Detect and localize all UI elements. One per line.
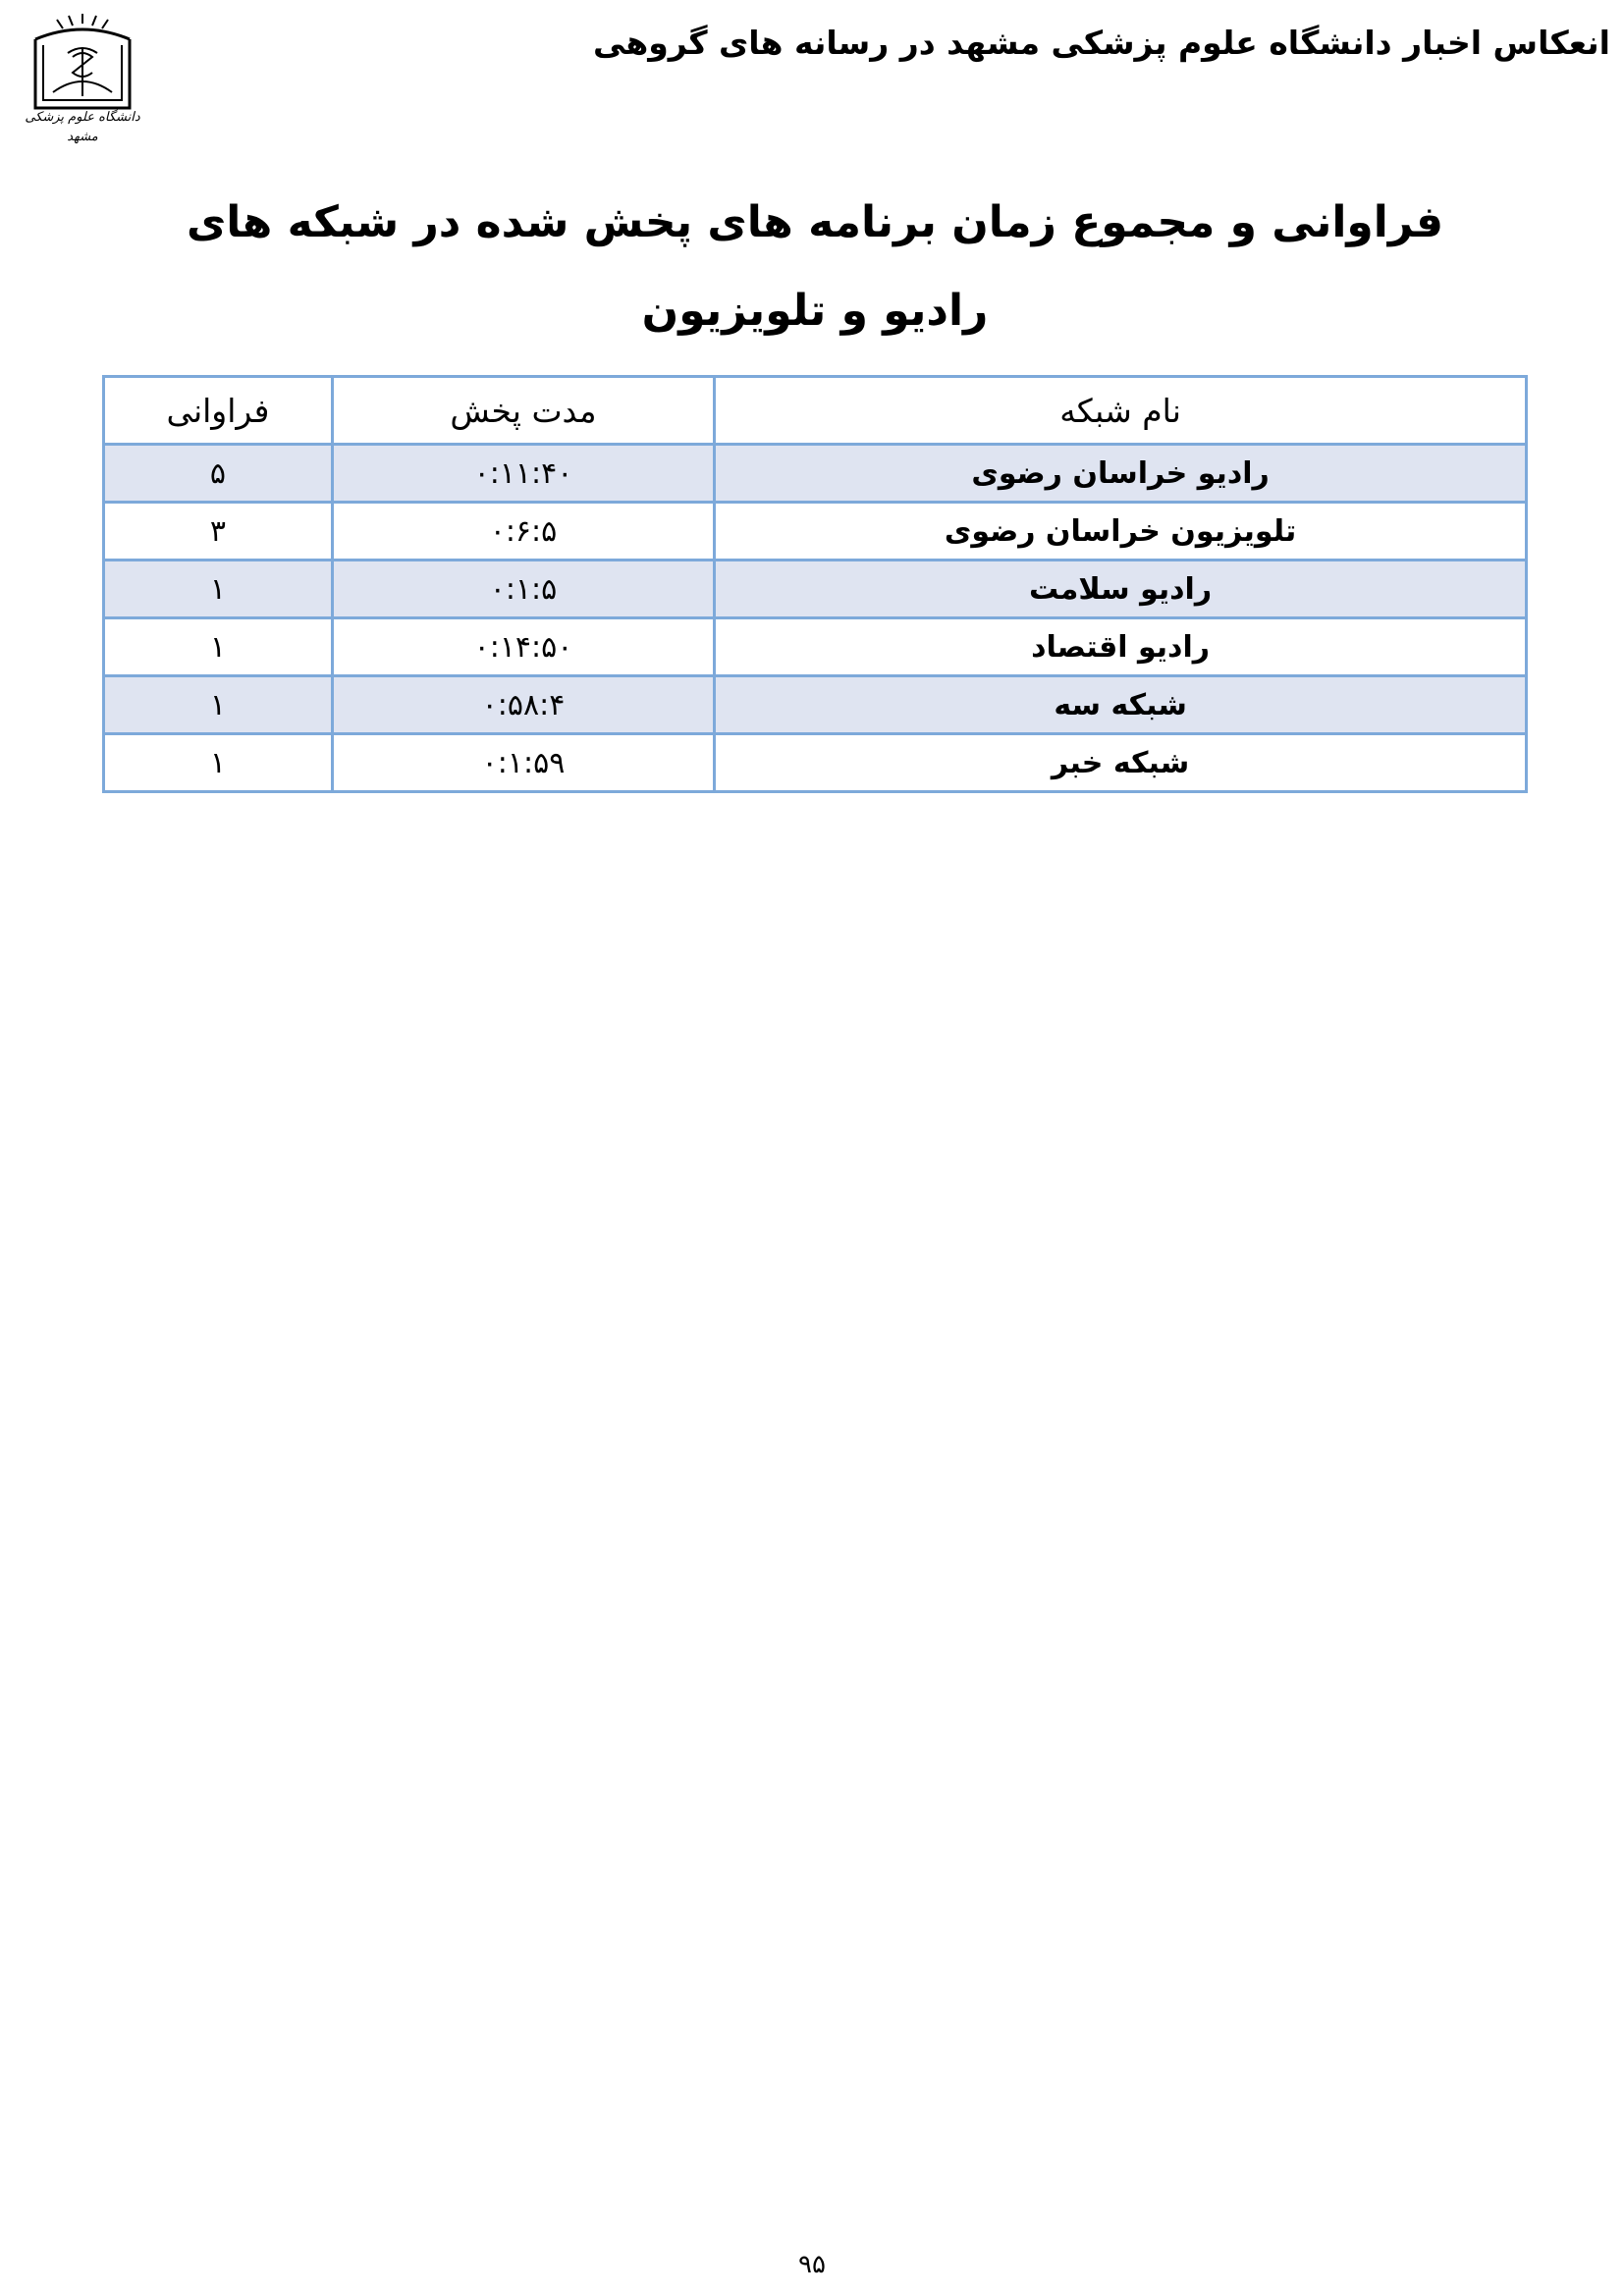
table-row: [104, 503, 1527, 561]
duration-cell: ۰:۱۱:۴۰: [332, 445, 714, 503]
network-name-cell: رادیو سلامت: [715, 561, 1527, 618]
network-name-cell: تلویزیون خراسان رضوی: [715, 503, 1527, 561]
table-header-row: [104, 377, 1527, 445]
document-header-title: انعکاس اخبار دانشگاه علوم پزشکی مشهد در رسانه های گروهی: [593, 24, 1610, 62]
frequency-cell: ۳: [104, 503, 333, 561]
network-name-cell: رادیو اقتصاد: [715, 618, 1527, 676]
frequency-cell: ۱: [104, 676, 333, 734]
network-name-cell: رادیو خراسان رضوی: [715, 445, 1527, 503]
logo-caption: دانشگاه علوم پزشکی مشهد: [25, 110, 140, 144]
table-row: [104, 676, 1527, 734]
table-row: [104, 734, 1527, 792]
table-row: [104, 561, 1527, 618]
column-header-duration: مدت پخش: [332, 377, 714, 445]
frequency-cell: ۱: [104, 734, 333, 792]
network-name-cell: شبکه خبر: [715, 734, 1527, 792]
duration-cell: ۰:۱۴:۵۰: [332, 618, 714, 676]
broadcast-frequency-table: [102, 375, 1528, 793]
frequency-cell: ۵: [104, 445, 333, 503]
network-name-cell: شبکه سه: [715, 676, 1527, 734]
duration-cell: ۰:۱:۵۹: [332, 734, 714, 792]
frequency-cell: ۱: [104, 561, 333, 618]
column-header-network: نام شبکه: [715, 377, 1527, 445]
frequency-cell: ۱: [104, 618, 333, 676]
table-row: [104, 445, 1527, 503]
table-row: [104, 618, 1527, 676]
duration-cell: ۰:۵۸:۴: [332, 676, 714, 734]
column-header-frequency: فراوانی: [104, 377, 333, 445]
duration-cell: ۰:۶:۵: [332, 503, 714, 561]
duration-cell: ۰:۱:۵: [332, 561, 714, 618]
page-number: ۹۵: [798, 2250, 826, 2279]
page-heading: فراوانی و مجموع زمان برنامه های پخش شده در شبکه های رادیو و تلویزیون: [186, 197, 1444, 336]
